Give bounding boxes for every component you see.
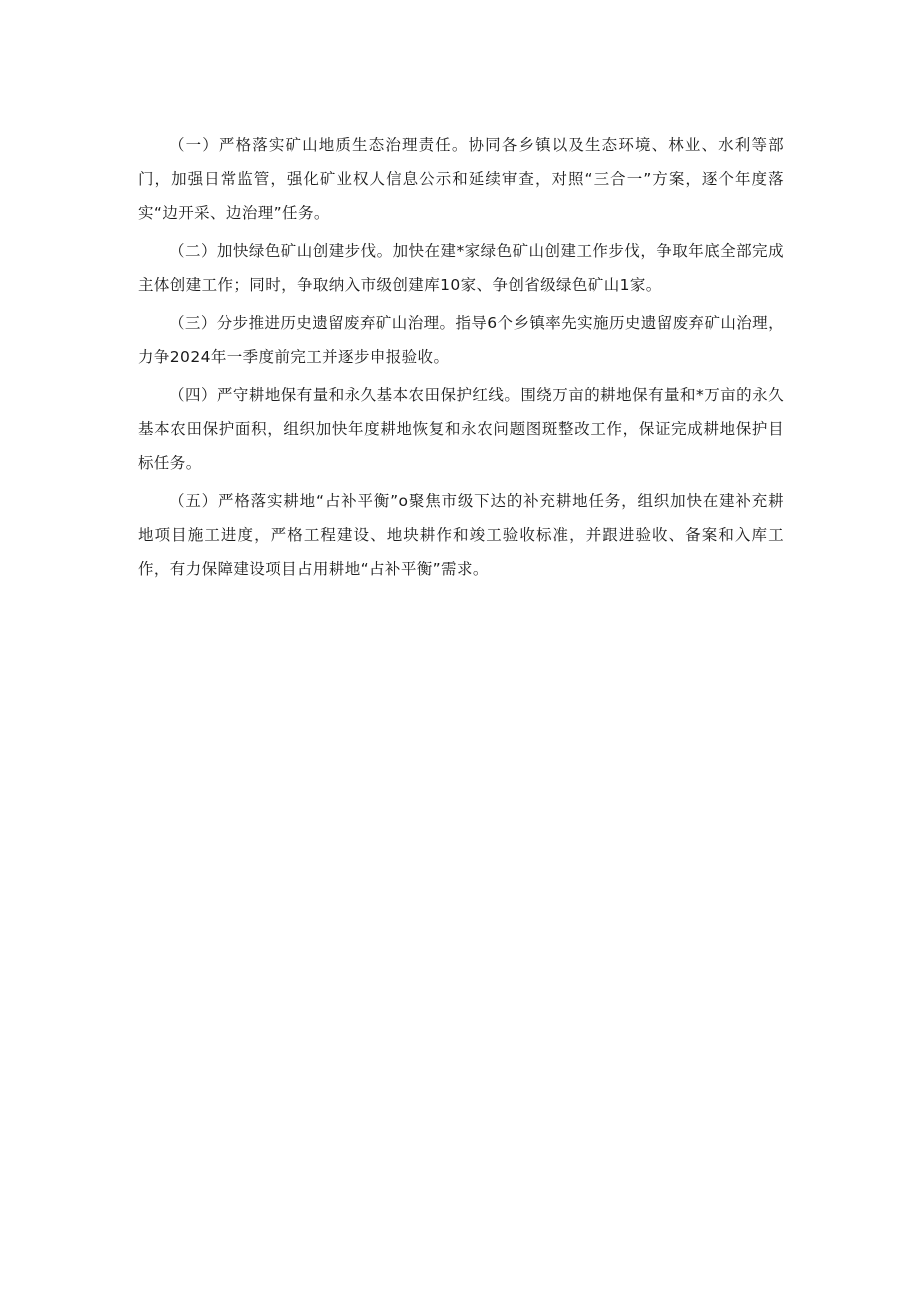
paragraph-farmland-protection-redline: （四）严守耕地保有量和永久基本农田保护红线。围绕万亩的耕地保有量和*万亩的永久基本农田保护面积，组织加快年度耕地恢复和永农问题图斑整改工作，保证完成耕地保护目标任务。 <box>138 386 784 472</box>
paragraph-abandoned-mine-remediation: （三）分步推进历史遗留废弃矿山治理。指导6个乡镇率先实施历史遗留废弃矿山治理，力争2024年一季度前完工并逐步申报验收。 <box>138 314 784 366</box>
paragraph-farmland-balance: （五）严格落实耕地“占补平衡”o聚焦市级下达的补充耕地任务，组织加快在建补充耕地项目施工进度，严格工程建设、地块耕作和竣工验收标准，并跟进验收、备案和入库工作，有力保障建设项目占用耕地“占补平衡”需求。 <box>138 492 784 578</box>
paragraph-mine-ecological-governance: （一）严格落实矿山地质生态治理责任。协同各乡镇以及生态环境、林业、水利等部门，加强日常监管，强化矿业权人信息公示和延续审查，对照“三合一”方案，逐个年度落实“边开采、边治理”任务。 <box>138 136 784 222</box>
document-body <box>138 128 784 590</box>
paragraph-green-mine-creation: （二）加快绿色矿山创建步伐。加快在建*家绿色矿山创建工作步伐，争取年底全部完成主体创建工作；同时，争取纳入市级创建库10家、争创省级绿色矿山1家。 <box>138 242 784 294</box>
